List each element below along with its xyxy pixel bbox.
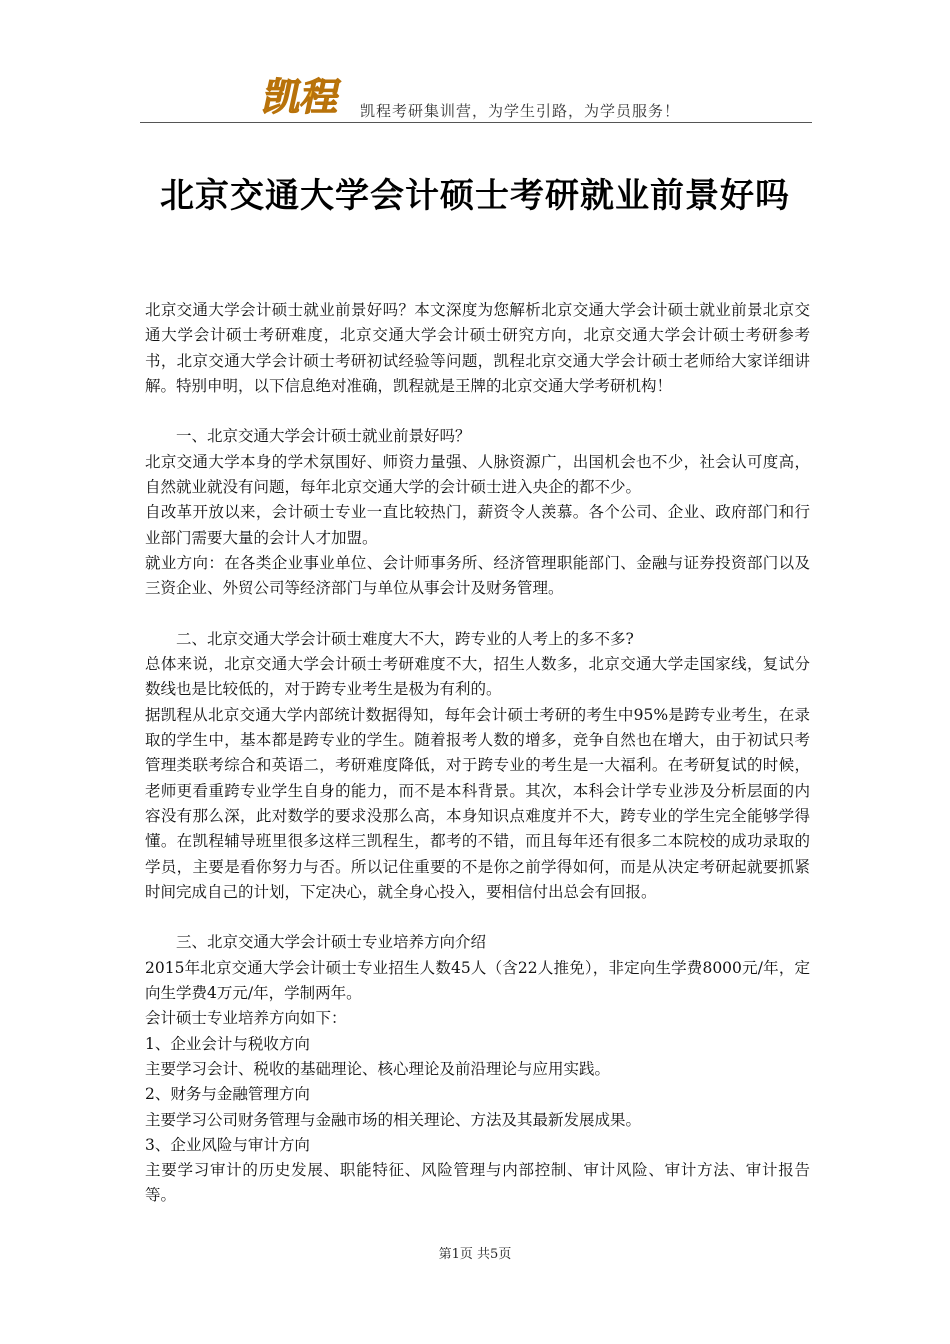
list-item-heading: 3、企业风险与审计方向 bbox=[145, 1135, 310, 1154]
section-heading: 二、北京交通大学会计硕士难度大不大，跨专业的人考上的多不多? bbox=[176, 629, 634, 648]
article-body bbox=[145, 298, 810, 1209]
list-item-heading: 1、企业会计与税收方向 bbox=[145, 1034, 310, 1053]
list-item-body: 主要学习审计的历史发展、职能特征、风险管理与内部控制、审计风险、审计方法、审计报告等。 bbox=[145, 1161, 810, 1205]
intro-paragraph: 北京交通大学会计硕士就业前景好吗？本文深度为您解析北京交通大学会计硕士就业前景北京交通大学会计硕士考研难度，北京交通大学会计硕士研究方向，北京交通大学会计硕士考研参考书，北京交通大学会计硕士考研初试经验等问题，凯程北京交通大学会计硕士老师给大家详细讲解。特别申明，以下信息绝对准确，凯程就是王牌的北京交通大学考研机构！ bbox=[145, 301, 810, 395]
section-heading: 三、北京交通大学会计硕士专业培养方向介绍 bbox=[176, 933, 487, 952]
list-item-body: 主要学习公司财务管理与金融市场的相关理论、方法及其最新发展成果。 bbox=[145, 1110, 642, 1129]
header-divider bbox=[140, 122, 812, 123]
page-number-footer: 第1页 共5页 bbox=[438, 1247, 512, 1262]
body-paragraph: 会计硕士专业培养方向如下： bbox=[145, 1009, 347, 1028]
list-item-heading: 2、财务与金融管理方向 bbox=[145, 1085, 310, 1104]
logo-text: 凯程 bbox=[258, 75, 345, 120]
body-paragraph: 就业方向：在各类企业事业单位、会计师事务所、经济管理职能部门、金融与证券投资部门以及三资企业、外贸公司等经济部门与单位从事会计及财务管理。 bbox=[145, 553, 810, 598]
body-paragraph: 总体来说，北京交通大学会计硕士考研难度不大，招生人数多，北京交通大学走国家线，复试分数线也是比较低的，对于跨专业考生是极为有利的。 bbox=[145, 655, 810, 699]
page-title: 北京交通大学会计硕士考研就业前景好吗 bbox=[160, 175, 790, 216]
body-paragraph: 2015年北京交通大学会计硕士专业招生人数45人（含22人推免），非定向生学费8000元/年，定向生学费4万元/年，学制两年。 bbox=[145, 958, 810, 1003]
spacer bbox=[145, 602, 810, 627]
body-paragraph: 北京交通大学本身的学术氛围好、师资力量强、人脉资源广，出国机会也不少，社会认可度高，自然就业就没有问题，每年北京交通大学的会计硕士进入央企的都不少。 bbox=[145, 452, 810, 497]
body-paragraph: 自改革开放以来，会计硕士专业一直比较热门，薪资令人羡慕。各个公司、企业、政府部门和行业部门需要大量的会计人才加盟。 bbox=[145, 503, 810, 547]
spacer bbox=[145, 399, 810, 424]
spacer bbox=[145, 905, 810, 930]
header-slogan: 凯程考研集训营，为学生引路，为学员服务！ bbox=[360, 102, 681, 120]
page-header bbox=[140, 62, 812, 124]
section-heading: 一、北京交通大学会计硕士就业前景好吗？ bbox=[176, 427, 471, 446]
list-item-body: 主要学习会计、税收的基础理论、核心理论及前沿理论与应用实践。 bbox=[145, 1059, 611, 1078]
body-paragraph: 据凯程从北京交通大学内部统计数据得知，每年会计硕士考研的考生中95%是跨专业考生，在录取的学生中，基本都是跨专业的学生。随着报考人数的增多，竞争自然也在增大，由于初试只考管理类联考综合和英语二，考研难度降低，对于跨专业的考生是一大福利。在考研复试的时候，老师更看重跨专业学生自身的能力，而不是本科背景。其次，本科会计学专业涉及分析层面的内容没有那么深，此对数学的要求没那么高，本身知识点难度并不大，跨专业的学生完全能够学得懂。在凯程辅导班里很多这样三凯程生，都考的不错，而且每年还有很多二本院校的成功录取的学员，主要是看你努力与否。所以记住重要的不是你之前学得如何，而是从决定考研起就要抓紧时间完成自己的计划，下定决心，就全身心投入，要相信付出总会有回报。 bbox=[145, 705, 810, 901]
kaicheng-logo-icon bbox=[256, 68, 354, 120]
